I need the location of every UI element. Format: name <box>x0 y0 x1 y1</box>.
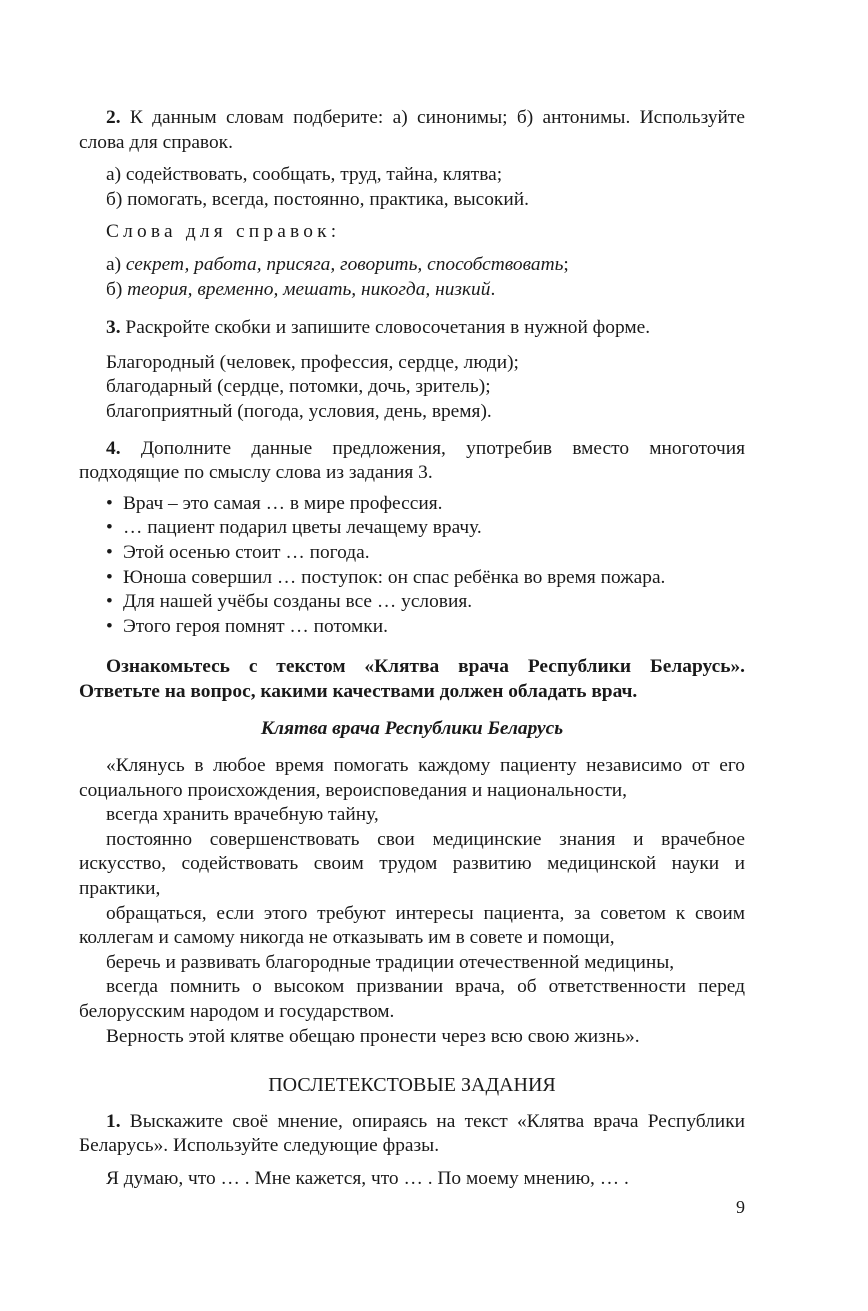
oath-paragraph: Верность этой клятве обещаю пронести через всю свою жизнь». <box>106 1025 640 1047</box>
ref-b-words: теория, временно, мешать, никогда, низкий <box>127 278 491 300</box>
exercise-3-line: благодарный (сердце, потомки, дочь, зритель); <box>106 376 491 398</box>
reference-words-b <box>79 278 745 303</box>
oath-paragraph: «Клянусь в любое время помогать каждому пациенту независимо от его социального происхождения, вероисповедания и национальности, <box>79 755 745 801</box>
post-exercise-1-task <box>79 1110 745 1159</box>
post-exercise-1-number: 1. <box>106 1110 121 1132</box>
exercise-4-text: Дополните данные предложения, употребив вместо многоточия подходящие по смыслу слова из задания 3. <box>79 437 745 484</box>
exercise-2-words-b: б) помогать, всегда, постоянно, практика, высокий. <box>106 188 529 210</box>
ref-b-end: . <box>490 278 496 300</box>
ref-a-end: ; <box>563 253 569 275</box>
bullet-icon: • <box>106 615 113 637</box>
exercise-2-text: К данным словам подберите: а) синонимы; б) антонимы. Используйте слова для справок. <box>79 107 745 153</box>
exercise-4-number: 4. <box>106 437 121 459</box>
exercise-4-item <box>79 590 745 615</box>
bullet-icon: • <box>106 492 113 514</box>
oath-paragraph: беречь и развивать благородные традиции отечественной медицины, <box>106 951 675 973</box>
exercise-3-task <box>79 316 745 341</box>
exercise-4-item-text: Этого героя помнят … потомки. <box>123 615 388 637</box>
oath-title: Клятва врача Республики Беларусь <box>260 718 564 740</box>
reading-intro: Ознакомьтесь с текстом «Клятва врача Республики Беларусь». Ответьте на вопрос, какими качествами должен обладать врач. <box>79 656 745 702</box>
exercise-3-text: Раскройте скобки и запишите словосочетания в нужной форме. <box>125 317 651 339</box>
exercise-4-item <box>79 492 745 517</box>
bullet-icon: • <box>106 541 113 563</box>
exercise-4-task <box>79 437 745 486</box>
exercise-3-line: Благородный (человек, профессия, сердце, люди); <box>106 351 519 373</box>
oath-paragraph: обращаться, если этого требуют интересы пациента, за советом к своим коллегам и самому никогда не отказывать им в совете и помощи, <box>79 902 745 949</box>
exercise-4-item <box>79 615 745 640</box>
exercise-2-task <box>79 106 745 155</box>
oath-paragraph: всегда хранить врачебную тайну, <box>106 804 379 826</box>
exercise-4-item <box>79 566 745 591</box>
post-text-heading: ПОСЛЕТЕКСТОВЫЕ ЗАДАНИЯ <box>268 1074 556 1097</box>
exercise-3-line: благоприятный (погода, условия, день, время). <box>106 400 492 422</box>
exercise-3-number: 3. <box>106 317 121 339</box>
exercise-4-item <box>79 541 745 566</box>
exercise-4-item <box>79 516 745 541</box>
exercise-4-item-text: Врач – это самая … в мире профессия. <box>123 492 443 514</box>
ref-a-words: секрет, работа, присяга, говорить, способствовать <box>125 253 564 275</box>
exercise-4-item-text: … пациент подарил цветы лечащему врачу. <box>123 517 482 539</box>
oath-paragraph: постоянно совершенствовать свои медицинские знания и врачебное искусство, содействовать своим трудом развитию медицинской науки и практики, <box>79 828 745 900</box>
bullet-icon: • <box>106 566 113 588</box>
reference-words-a <box>79 253 745 278</box>
oath-paragraph: всегда помнить о высоком призвании врача, об ответственности перед белорусским народом и государством. <box>79 976 745 1022</box>
exercise-2-number: 2. <box>106 107 121 128</box>
bullet-icon: • <box>106 591 113 613</box>
bullet-icon: • <box>106 517 113 539</box>
post-exercise-1-phrases: Я думаю, что … . Мне кажется, что … . По моему мнению, … . <box>106 1167 629 1189</box>
exercise-4-item-text: Для нашей учёбы созданы все … условия. <box>123 591 473 613</box>
page-content <box>79 106 745 1192</box>
reference-words-label: Слова для справок: <box>106 221 341 243</box>
exercise-2-words-a: а) содействовать, сообщать, труд, тайна, клятва; <box>106 164 503 186</box>
exercise-4-item-text: Этой осенью стоит … погода. <box>123 541 370 563</box>
ref-b-prefix: б) <box>106 278 128 300</box>
ref-a-prefix: а) <box>106 253 126 275</box>
page-number: 9 <box>736 1197 745 1217</box>
post-exercise-1-text: Выскажите своё мнение, опираясь на текст «Клятва врача Республики Беларусь». Используйте следующие фразы. <box>79 1110 745 1157</box>
exercise-4-item-text: Юноша совершил … поступок: он спас ребёнка во время пожара. <box>123 566 666 588</box>
